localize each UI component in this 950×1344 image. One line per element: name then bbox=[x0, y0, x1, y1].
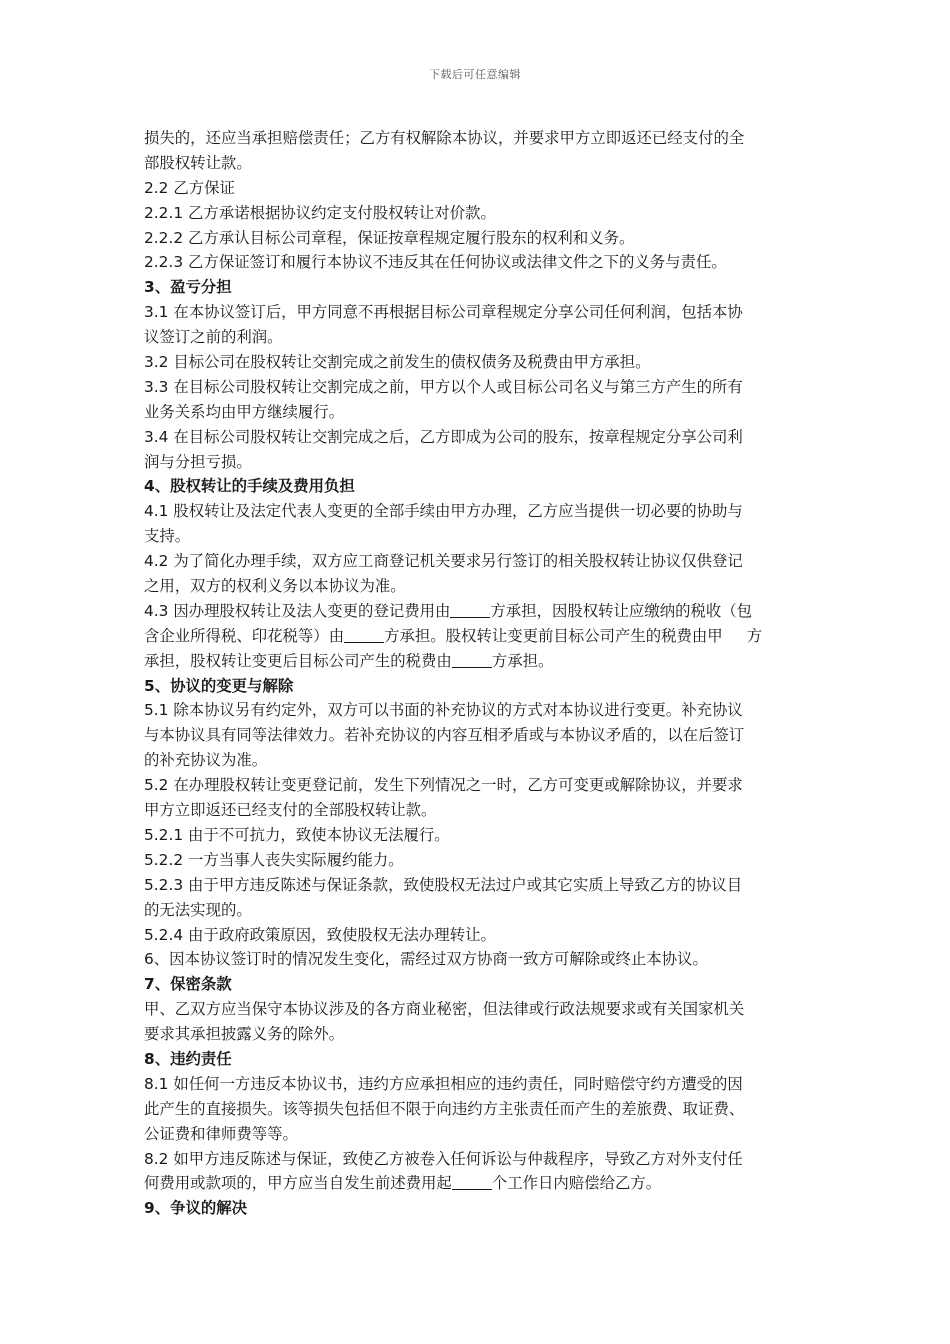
text-line: 部股权转让款。 bbox=[144, 153, 252, 172]
text-line: 4.2 为了简化办理手续，双方应工商登记机关要求另行签订的相关股权转让协议仅供登记 bbox=[144, 552, 743, 571]
page-header: 下载后可任意编辑 bbox=[429, 68, 521, 81]
text-fragment: 方承担，因股权转让应缴纳的税收（包 bbox=[490, 601, 753, 620]
text-line: 损失的，还应当承担赔偿责任；乙方有权解除本协议，并要求甲方立即返还已经支付的全 bbox=[144, 129, 745, 147]
text-line: 的无法实现的。 bbox=[144, 900, 252, 919]
fill-in-blank bbox=[344, 626, 384, 643]
document-body bbox=[144, 126, 810, 1221]
text-line: 公证费和律师费等等。 bbox=[144, 1124, 298, 1143]
clause-8-2-line-2 bbox=[144, 1171, 810, 1196]
text-line: 甲方立即返还已经支付的全部股权转让款。 bbox=[144, 801, 437, 820]
text-line: 5.2.1 由于不可抗力，致使本协议无法履行。 bbox=[144, 825, 450, 844]
text-fragment: 何费用或款项的，甲方应当自发生前述费用起 bbox=[144, 1174, 452, 1193]
text-line: 6、因本协议签订时的情况发生变化，需经过双方协商一致方可解除或终止本协议。 bbox=[144, 950, 708, 969]
section-heading: 9、争议的解决 bbox=[144, 1199, 248, 1218]
text-fragment: 承担，股权转让变更后目标公司产生的税费由 bbox=[144, 651, 452, 670]
text-fragment: 4.3 因办理股权转让及法人变更的登记费用由 bbox=[144, 601, 451, 620]
text-line: 之用，双方的权利义务以本协议为准。 bbox=[144, 577, 406, 596]
text-line: 此产生的直接损失。该等损失包括但不限于向违约方主张责任而产生的差旅费、取证费、 bbox=[144, 1099, 745, 1118]
clause-4-3-line-1 bbox=[144, 599, 810, 624]
text-line: 3.3 在目标公司股权转让交割完成之前，甲方以个人或目标公司名义与第三方产生的所有 bbox=[144, 377, 743, 396]
text-line: 2.2.2 乙方承认目标公司章程，保证按章程规定履行股东的权利和义务。 bbox=[144, 228, 635, 247]
text-line: 与本协议具有同等法律效力。若补充协议的内容互相矛盾或与本协议矛盾的，以在后签订 bbox=[144, 726, 745, 745]
text-line: 3.1 在本协议签订后，甲方同意不再根据目标公司章程规定分享公司任何利润，包括本协 bbox=[144, 303, 743, 322]
text-line: 5.2.2 一方当事人丧失实际履约能力。 bbox=[144, 850, 404, 869]
text-line: 议签订之前的利润。 bbox=[144, 328, 283, 347]
subsection-heading: 2.2 乙方保证 bbox=[144, 178, 235, 197]
text-line: 甲、乙双方应当保守本协议涉及的各方商业秘密，但法律或行政法规要求或有关国家机关 bbox=[144, 1000, 745, 1019]
section-heading: 3、盈亏分担 bbox=[144, 278, 232, 297]
clause-4-3-line-3 bbox=[144, 649, 810, 674]
section-heading: 5、协议的变更与解除 bbox=[144, 676, 294, 695]
text-fragment: 方承担。 bbox=[491, 651, 554, 670]
text-line: 8.2 如甲方违反陈述与保证，致使乙方被卷入任何诉讼与仲裁程序，导致乙方对外支付任 bbox=[144, 1149, 743, 1168]
text-line: 5.2.3 由于甲方违反陈述与保证条款，致使股权无法过户或其它实质上导致乙方的协议目 bbox=[144, 875, 743, 894]
fill-in-blank bbox=[452, 651, 492, 668]
text-line: 5.2.4 由于政府政策原因，致使股权无法办理转让。 bbox=[144, 925, 496, 944]
text-line: 的补充协议为准。 bbox=[144, 751, 268, 770]
text-fragment: 含企业所得税、印花税等）由 bbox=[144, 626, 345, 645]
text-line: 8.1 如任何一方违反本协议书，违约方应承担相应的违约责任，同时赔偿守约方遭受的因 bbox=[144, 1074, 743, 1093]
section-heading: 4、股权转让的手续及费用负担 bbox=[144, 477, 355, 496]
text-line: 要求其承担披露义务的除外。 bbox=[144, 1025, 345, 1044]
section-heading: 7、保密条款 bbox=[144, 975, 232, 994]
section-heading: 8、违约责任 bbox=[144, 1049, 232, 1068]
text-line: 2.2.1 乙方承诺根据协议约定支付股权转让对价款。 bbox=[144, 203, 496, 222]
text-line: 3.2 目标公司在股权转让交割完成之前发生的债权债务及税费由甲方承担。 bbox=[144, 353, 651, 372]
clause-4-3-line-2 bbox=[144, 624, 810, 649]
text-line: 5.1 除本协议另有约定外，双方可以书面的补充协议的方式对本协议进行变更。补充协议 bbox=[144, 701, 743, 720]
fill-in-blank bbox=[452, 1173, 492, 1190]
text-line: 3.4 在目标公司股权转让交割完成之后，乙方即成为公司的股东，按章程规定分享公司利 bbox=[144, 427, 743, 446]
text-line: 业务关系均由甲方继续履行。 bbox=[144, 402, 345, 421]
text-line: 2.2.3 乙方保证签订和履行本协议不违反其在任何协议或法律文件之下的义务与责任。 bbox=[144, 253, 727, 272]
text-fragment: 个工作日内赔偿给乙方。 bbox=[491, 1174, 662, 1193]
text-line: 支持。 bbox=[144, 527, 191, 546]
text-fragment: 方承担。股权转让变更前目标公司产生的税费由甲 bbox=[384, 626, 723, 645]
text-fragment: 方 bbox=[746, 626, 763, 645]
text-line: 润与分担亏损。 bbox=[144, 452, 252, 471]
text-line: 5.2 在办理股权转让变更登记前，发生下列情况之一时，乙方可变更或解除协议，并要求 bbox=[144, 776, 743, 795]
fill-in-blank bbox=[450, 601, 490, 618]
text-line: 4.1 股权转让及法定代表人变更的全部手续由甲方办理，乙方应当提供一切必要的协助与 bbox=[144, 502, 743, 521]
